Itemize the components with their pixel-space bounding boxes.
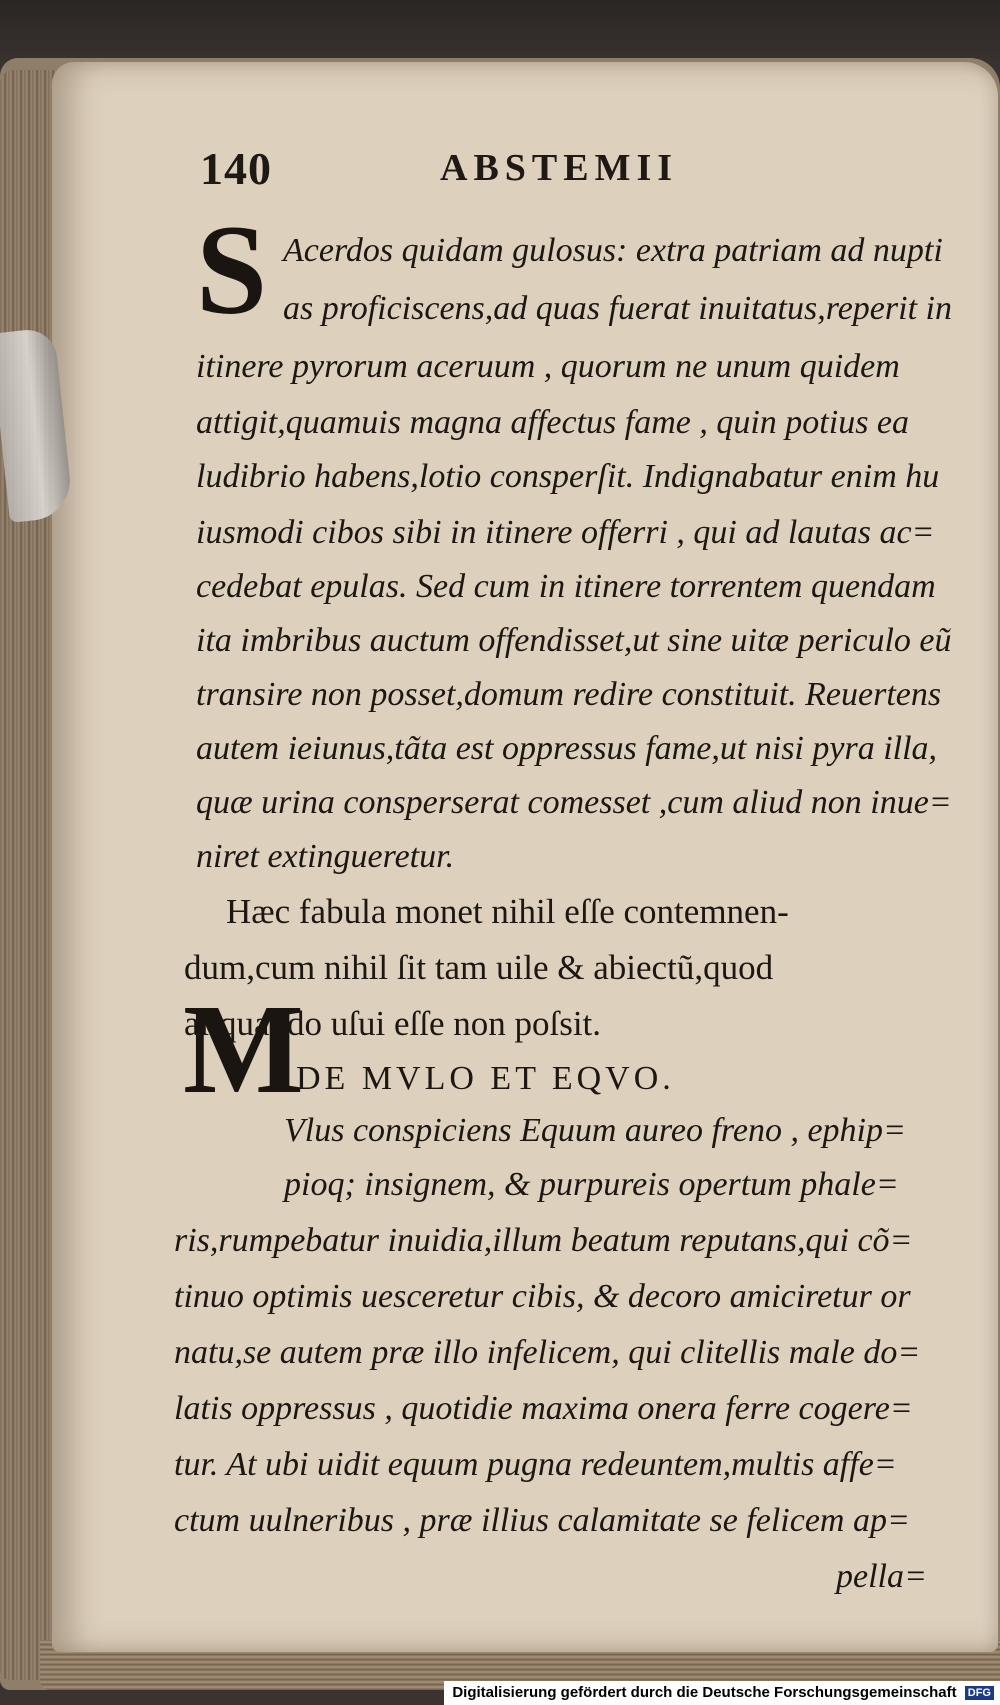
text-line: iusmodi cibos sibi in itinere offerri , qui ad lautas ac=	[196, 514, 935, 551]
text-line: niret extingueretur.	[196, 838, 455, 875]
text-line: autem ieiunus,tãta est oppressus fame,ut nisi pyra illa,	[196, 730, 938, 767]
text-line: ludibrio habens,lotio consperſit. Indignabatur enim hu	[196, 458, 940, 495]
text-line: tinuo optimis uesceretur cibis, & decoro amiciretur or	[174, 1278, 911, 1315]
page-number: 140	[200, 143, 272, 194]
text-line: ita imbribus auctum offendisset,ut sine uitæ periculo eũ	[196, 622, 952, 659]
page-header	[200, 142, 940, 192]
text-line: ris,rumpebatur inuidia,illum beatum reputans,qui cõ=	[174, 1222, 913, 1259]
drop-cap-s: S	[196, 199, 268, 341]
credit-text: Digitalisierung gefördert durch die Deutsche Forschungsgemeinschaft	[452, 1684, 957, 1701]
text-line: latis oppressus , quotidie maxima onera ferre cogere=	[174, 1390, 913, 1427]
text-line: attigit,quamuis magna affectus fame , quin potius ea	[196, 404, 910, 441]
fable-title: DE MVLO ET EQVO.	[296, 1060, 675, 1097]
text-line: transire non posset,domum redire constituit. Reuertens	[196, 676, 942, 713]
moral-line: aliquando uſui eſſe non poſsit.	[184, 1004, 602, 1043]
digitization-credit	[444, 1681, 1000, 1705]
text-line: cedebat epulas. Sed cum in itinere torrentem quendam	[196, 568, 936, 605]
running-head: ABSTEMII	[440, 147, 679, 189]
moral-line: Hæc fabula monet nihil eſſe contemnen-	[226, 892, 789, 931]
dfg-logo: DFG	[965, 1686, 994, 1700]
drop-cap-m: M	[183, 978, 304, 1120]
catchword: pella=	[836, 1558, 927, 1595]
text-line: as proficiscens,ad quas fuerat inuitatus,reperit in	[283, 290, 952, 327]
text-line: Acerdos quidam gulosus: extra patriam ad nupti	[283, 232, 943, 269]
text-line: quæ urina consperserat comesset ,cum aliud non inue=	[196, 784, 952, 821]
text-line: tur. At ubi uidit equum pugna redeuntem,multis affe=	[174, 1446, 897, 1483]
moral-line: dum,cum nihil ſit tam uile & abiectũ,quod	[184, 948, 774, 987]
text-line: natu,se autem præ illo infelicem, qui clitellis male do=	[174, 1334, 921, 1371]
text-line: Vlus conspiciens Equum aureo freno , ephip=	[284, 1112, 906, 1149]
text-line: pioq; insignem, & purpureis opertum phale=	[284, 1166, 899, 1203]
text-line: ctum uulneribus , præ illius calamitate se felicem ap=	[174, 1502, 910, 1539]
text-line: itinere pyrorum aceruum , quorum ne unum quidem	[196, 348, 900, 385]
